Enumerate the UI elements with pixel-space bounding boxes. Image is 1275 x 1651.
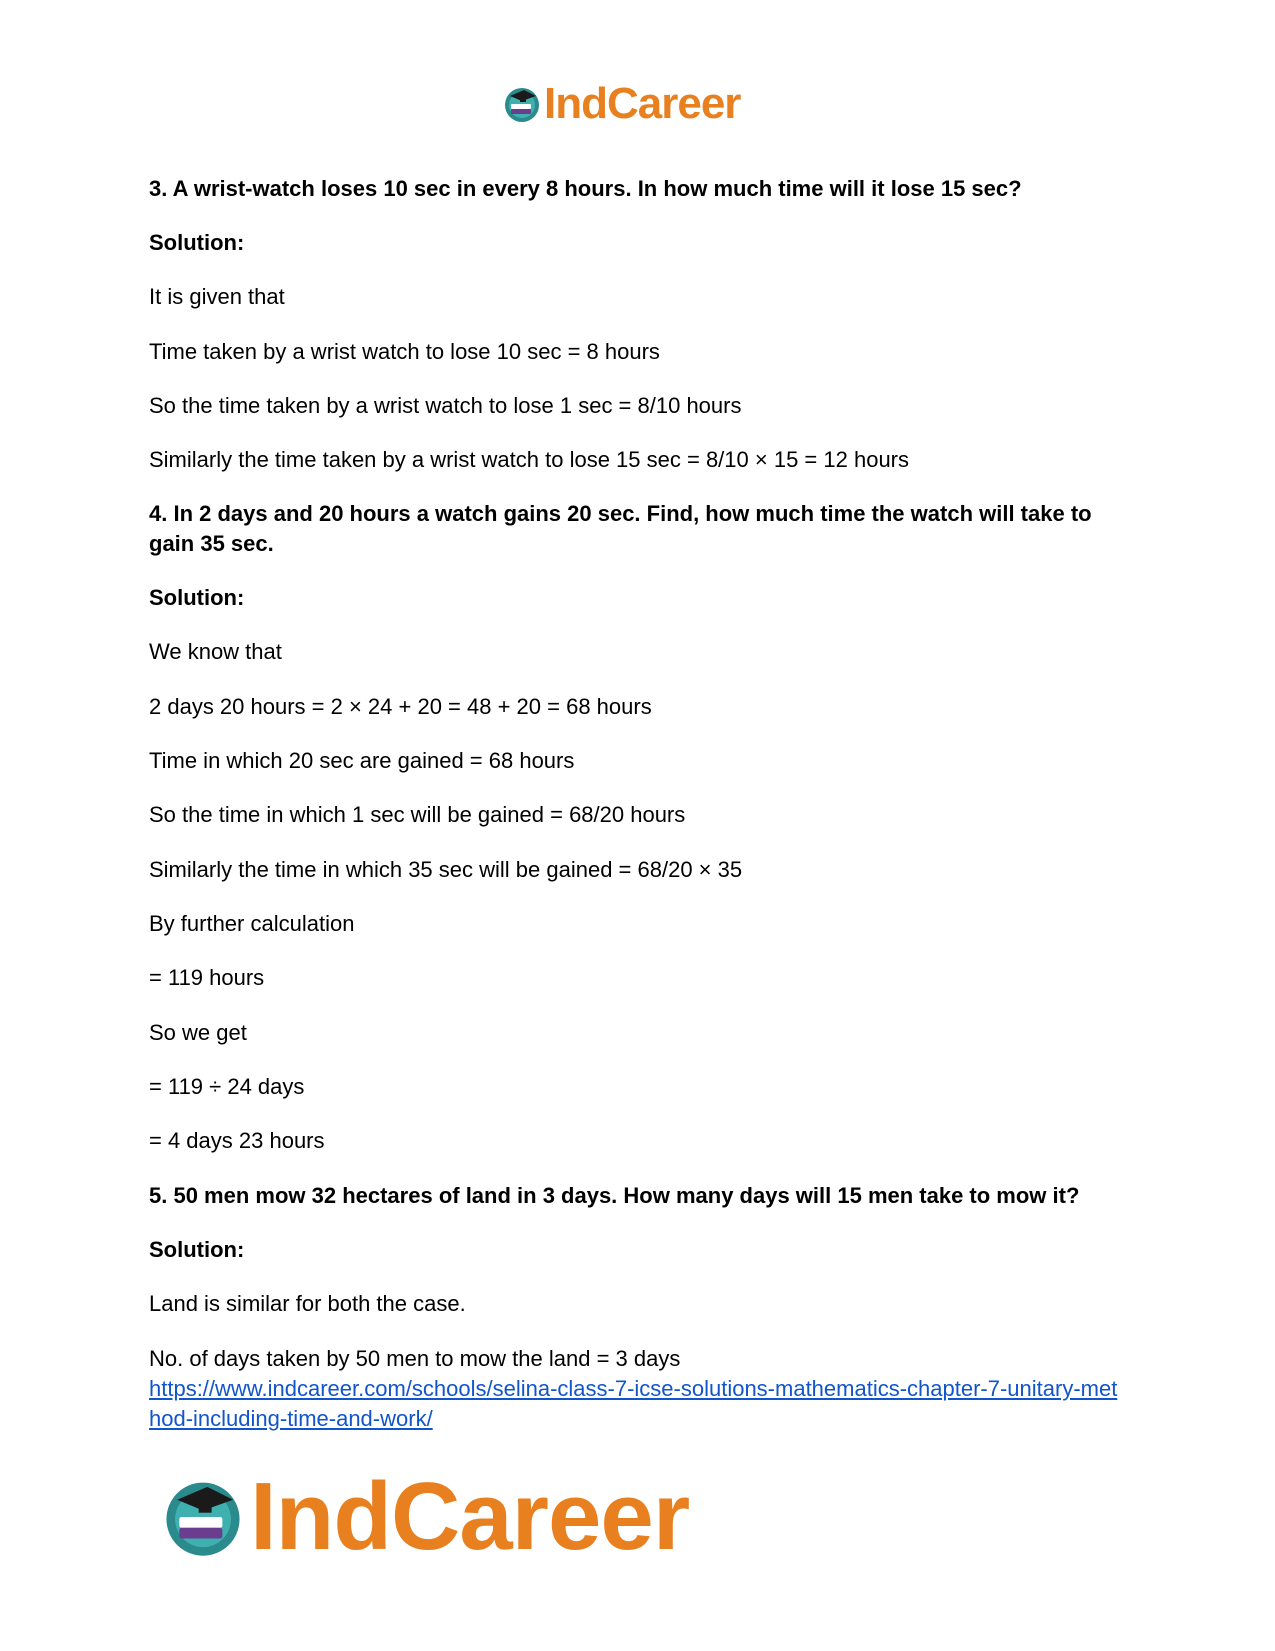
solution-line: Land is similar for both the case. [149, 1291, 466, 1316]
solution-line: So we get [149, 1020, 247, 1045]
solution-line: So the time taken by a wrist watch to lose 1 sec = 8/10 hours [149, 393, 742, 418]
solution-line: So the time in which 1 sec will be gained = 68/20 hours [149, 802, 686, 827]
solution-line: = 119 ÷ 24 days [149, 1074, 305, 1099]
question-4: 4. In 2 days and 20 hours a watch gains 20 sec. Find, how much time the watch will take to gain 35 sec. [149, 501, 1092, 556]
header-logo [502, 76, 740, 132]
solution-line: Time in which 20 sec are gained = 68 hours [149, 748, 575, 773]
solution-label: Solution: [149, 230, 245, 255]
solution-line: It is given that [149, 284, 285, 309]
graduation-globe-icon [502, 84, 542, 124]
solution-line: = 119 hours [149, 965, 265, 990]
question-3: 3. A wrist-watch loses 10 sec in every 8 hours. In how much time will it lose 15 sec? [149, 176, 1022, 201]
logo-wordmark: IndCareer [544, 79, 741, 128]
graduation-globe-icon [160, 1474, 246, 1560]
question-5: 5. 50 men mow 32 hectares of land in 3 days. How many days will 15 men take to mow it? [149, 1183, 1080, 1208]
solution-line: = 4 days 23 hours [149, 1128, 325, 1153]
solution-line: Similarly the time in which 35 sec will be gained = 68/20 × 35 [149, 857, 743, 882]
solution-line: We know that [149, 639, 282, 664]
solution-label: Solution: [149, 585, 245, 610]
solution-label: Solution: [149, 1237, 245, 1262]
solution-line: Similarly the time taken by a wrist watch to lose 15 sec = 8/10 × 15 = 12 hours [149, 447, 909, 472]
solution-line: By further calculation [149, 911, 355, 936]
solution-line: No. of days taken by 50 men to mow the land = 3 days [149, 1346, 681, 1371]
footer-logo [160, 1462, 689, 1572]
source-link[interactable]: https://www.indcareer.com/schools/selina-class-7-icse-solutions-mathematics-chapter-7-unitary-method-including-time-and-work/ [149, 1376, 1118, 1431]
solution-line: 2 days 20 hours = 2 × 24 + 20 = 48 + 20 = 68 hours [149, 694, 652, 719]
solution-line: Time taken by a wrist watch to lose 10 sec = 8 hours [149, 339, 660, 364]
logo-wordmark: IndCareer [250, 1463, 690, 1570]
